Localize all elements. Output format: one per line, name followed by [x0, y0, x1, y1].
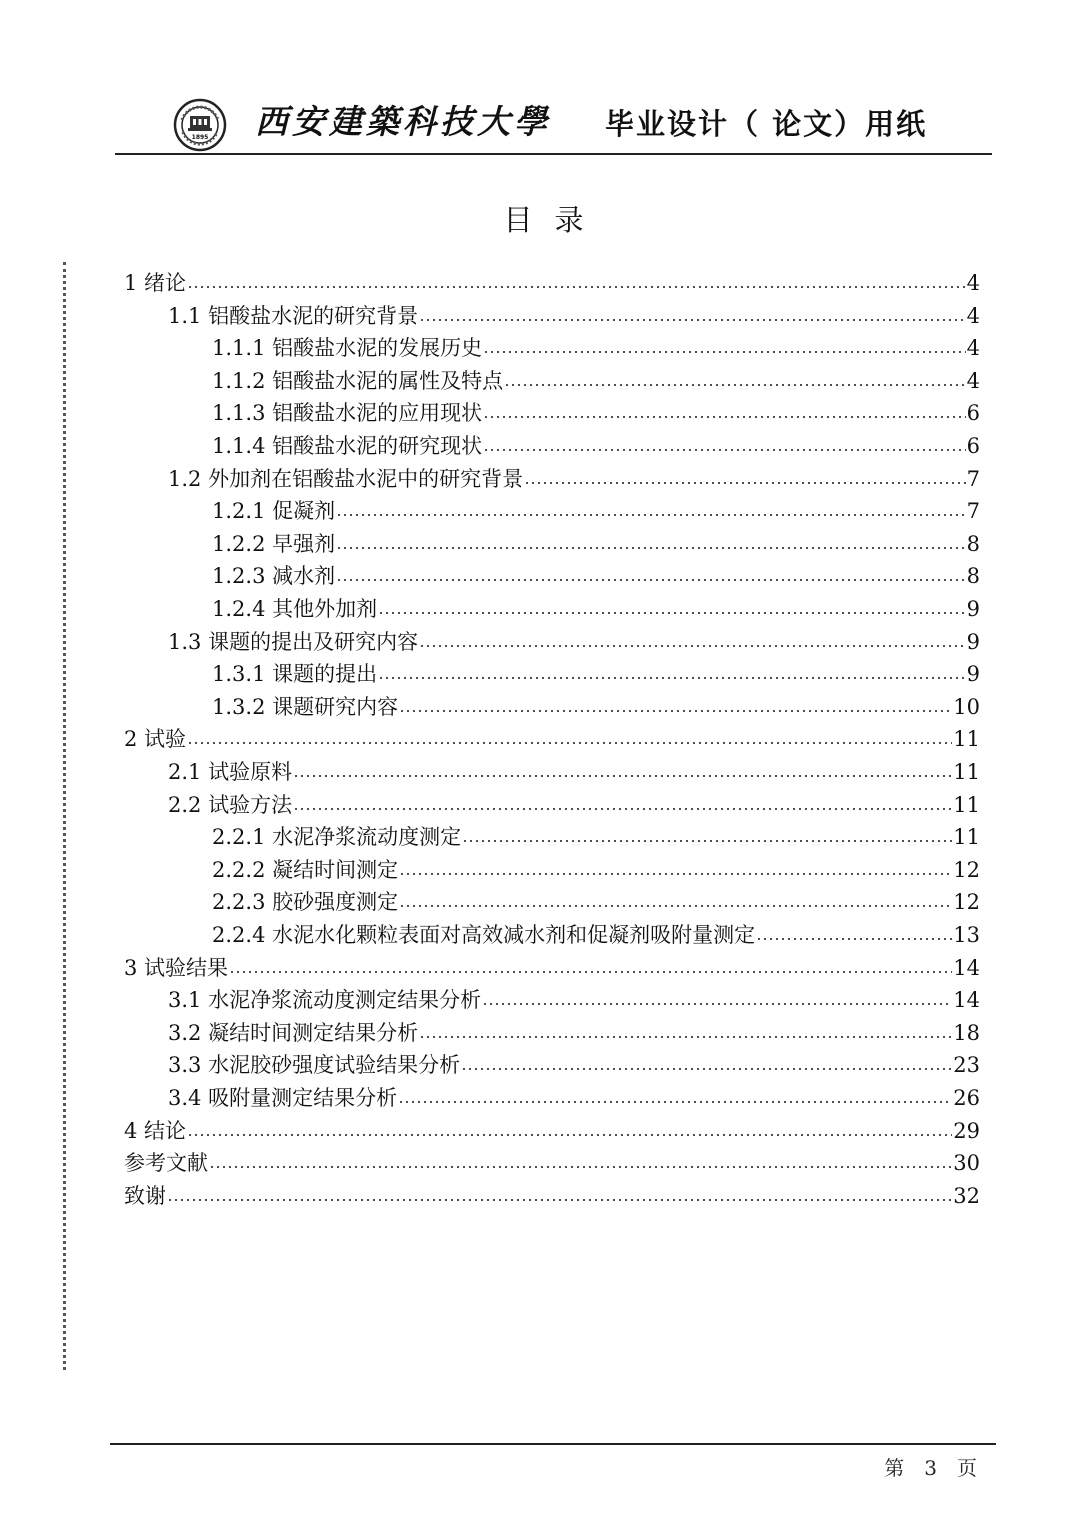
toc-entry — [124, 268, 980, 298]
toc-entry — [124, 1148, 980, 1178]
toc-entry — [212, 529, 980, 559]
toc-leader-dots — [419, 319, 966, 321]
toc-entry — [212, 822, 980, 852]
toc-entry-title: 3.3 水泥胶砂强度试验结果分析 — [168, 1053, 461, 1077]
toc-entry — [212, 398, 980, 428]
toc-entry-page: 12 — [953, 858, 980, 882]
toc-entry-page: 14 — [953, 988, 980, 1012]
header-divider — [115, 153, 992, 155]
toc-entry-page: 12 — [953, 890, 980, 914]
toc-entry-title: 3.2 凝结时间测定结果分析 — [168, 1021, 419, 1045]
toc-entry-page: 18 — [953, 1021, 980, 1045]
toc-leader-dots — [419, 645, 966, 647]
toc-entry — [212, 594, 980, 624]
toc-entry-title: 1.3.1 课题的提出 — [212, 662, 378, 686]
toc-leader-dots — [524, 482, 966, 484]
toc-entry-page: 32 — [953, 1184, 980, 1208]
toc-entry-page: 30 — [953, 1151, 980, 1175]
toc-entry-title: 2 试验 — [124, 727, 187, 751]
toc-entry — [168, 985, 980, 1015]
toc-entry-page: 9 — [966, 662, 980, 686]
toc-entry-title: 2.2.4 水泥水化颗粒表面对高效减水剂和促凝剂吸附量测定 — [212, 923, 756, 947]
toc-entry-page: 10 — [953, 695, 980, 719]
toc-entry-page: 11 — [953, 727, 980, 751]
toc-entry-title: 1.2.4 其他外加剂 — [212, 597, 378, 621]
toc-entry — [124, 1116, 980, 1146]
toc-entry — [212, 561, 980, 591]
toc-leader-dots — [187, 286, 966, 288]
toc-entry — [212, 855, 980, 885]
toc-entry-title: 1.2.2 早强剂 — [212, 532, 336, 556]
toc-entry-title: 1.1.3 铝酸盐水泥的应用现状 — [212, 401, 483, 425]
toc-entry-page: 4 — [966, 271, 980, 295]
toc-leader-dots — [293, 775, 952, 777]
toc-entry — [212, 920, 980, 950]
toc-entry — [212, 496, 980, 526]
toc-entry-title: 1.3.2 课题研究内容 — [212, 695, 399, 719]
toc-leader-dots — [482, 1003, 952, 1005]
toc-entry-title: 1.1.2 铝酸盐水泥的属性及特点 — [212, 369, 504, 393]
toc-entry — [168, 1050, 980, 1080]
toc-entry-page: 4 — [966, 336, 980, 360]
toc-entry-title: 3.1 水泥净浆流动度测定结果分析 — [168, 988, 482, 1012]
toc-entry-page: 29 — [953, 1119, 980, 1143]
toc-entry-title: 2.2.2 凝结时间测定 — [212, 858, 399, 882]
toc-entry-title: 3.4 吸附量测定结果分析 — [168, 1086, 398, 1110]
page-title: 目录 — [503, 203, 606, 237]
toc-entry-title: 1.2.1 促凝剂 — [212, 499, 336, 523]
toc-entry-title: 1.1.4 铝酸盐水泥的研究现状 — [212, 434, 483, 458]
toc-leader-dots — [209, 1166, 952, 1168]
toc-entry — [212, 366, 980, 396]
page-number-value: 3 — [924, 1456, 937, 1480]
toc-leader-dots — [187, 742, 952, 744]
toc-entry-page: 23 — [953, 1053, 980, 1077]
toc-entry — [124, 1181, 980, 1211]
toc-entry-title: 参考文献 — [124, 1151, 208, 1175]
footer-divider — [110, 1443, 996, 1445]
toc-leader-dots — [399, 905, 952, 907]
toc-leader-dots — [399, 873, 952, 875]
toc-leader-dots — [419, 1036, 952, 1038]
toc-entry — [124, 724, 980, 754]
toc-entry-page: 9 — [966, 597, 980, 621]
svg-text:1895: 1895 — [191, 134, 209, 141]
toc-leader-dots — [461, 1068, 952, 1070]
toc-leader-dots — [483, 449, 966, 451]
toc-entry — [212, 659, 980, 689]
toc-entry-page: 8 — [966, 564, 980, 588]
toc-entry — [212, 692, 980, 722]
toc-leader-dots — [336, 547, 966, 549]
toc-leader-dots — [336, 514, 966, 516]
toc-entry-title: 3 试验结果 — [124, 956, 229, 980]
toc-entry — [168, 1083, 980, 1113]
toc-entry-page: 11 — [953, 825, 980, 849]
toc-entry — [212, 431, 980, 461]
university-name: 西安建築科技大學 — [255, 102, 551, 141]
toc-entry — [168, 627, 980, 657]
toc-leader-dots — [378, 612, 966, 614]
toc-entry-page: 6 — [966, 434, 980, 458]
toc-entry — [212, 887, 980, 917]
toc-entry-title: 2.1 试验原料 — [168, 760, 293, 784]
toc-leader-dots — [756, 938, 952, 940]
toc-entry-page: 7 — [966, 467, 980, 491]
toc-entry-title: 1 绪论 — [124, 271, 187, 295]
toc-leader-dots — [167, 1199, 952, 1201]
toc-leader-dots — [229, 971, 952, 973]
toc-entry-page: 6 — [966, 401, 980, 425]
toc-entry — [124, 953, 980, 983]
page-suffix: 页 — [957, 1456, 977, 1480]
university-seal-icon — [173, 98, 227, 152]
toc-leader-dots — [293, 808, 952, 810]
toc-entry-page: 7 — [966, 499, 980, 523]
toc-entry-page: 9 — [966, 630, 980, 654]
toc-entry-title: 2.2.1 水泥净浆流动度测定 — [212, 825, 462, 849]
toc-entry — [168, 464, 980, 494]
toc-entry-page: 14 — [953, 956, 980, 980]
toc-entry-title: 1.1 铝酸盐水泥的研究背景 — [168, 304, 419, 328]
page-number — [884, 1452, 977, 1481]
page-prefix: 第 — [884, 1456, 905, 1480]
toc-entry-page: 4 — [966, 369, 980, 393]
toc-entry-page: 8 — [966, 532, 980, 556]
toc-entry — [168, 790, 980, 820]
binding-line — [63, 262, 66, 1370]
toc-entry-title: 1.3 课题的提出及研究内容 — [168, 630, 419, 654]
toc-entry-title: 2.2.3 胶砂强度测定 — [212, 890, 399, 914]
page-header — [115, 92, 992, 156]
toc-entry-title: 1.2.3 减水剂 — [212, 564, 336, 588]
header-subtitle: 毕业设计（ 论文）用纸 — [605, 107, 928, 141]
toc-leader-dots — [483, 416, 966, 418]
toc-entry-title: 1.1.1 铝酸盐水泥的发展历史 — [212, 336, 483, 360]
toc-leader-dots — [187, 1134, 952, 1136]
toc-leader-dots — [462, 840, 952, 842]
toc-entry-title: 4 结论 — [124, 1119, 187, 1143]
toc-leader-dots — [399, 710, 952, 712]
toc-leader-dots — [504, 384, 966, 386]
toc-entry — [168, 757, 980, 787]
toc-entry-title: 1.2 外加剂在铝酸盐水泥中的研究背景 — [168, 467, 524, 491]
toc-entry — [212, 333, 980, 363]
toc-entry-page: 11 — [953, 760, 980, 784]
toc-leader-dots — [398, 1101, 952, 1103]
toc-entry-title: 致谢 — [124, 1184, 166, 1208]
toc-leader-dots — [378, 677, 966, 679]
toc-entry-page: 11 — [953, 793, 980, 817]
toc-leader-dots — [483, 351, 966, 353]
toc-entry-title: 2.2 试验方法 — [168, 793, 293, 817]
toc-entry-page: 26 — [953, 1086, 980, 1110]
toc-entry-page: 4 — [966, 304, 980, 328]
toc-leader-dots — [336, 579, 966, 581]
toc-entry — [168, 1018, 980, 1048]
toc-entry — [168, 301, 980, 331]
toc-entry-page: 13 — [953, 923, 980, 947]
